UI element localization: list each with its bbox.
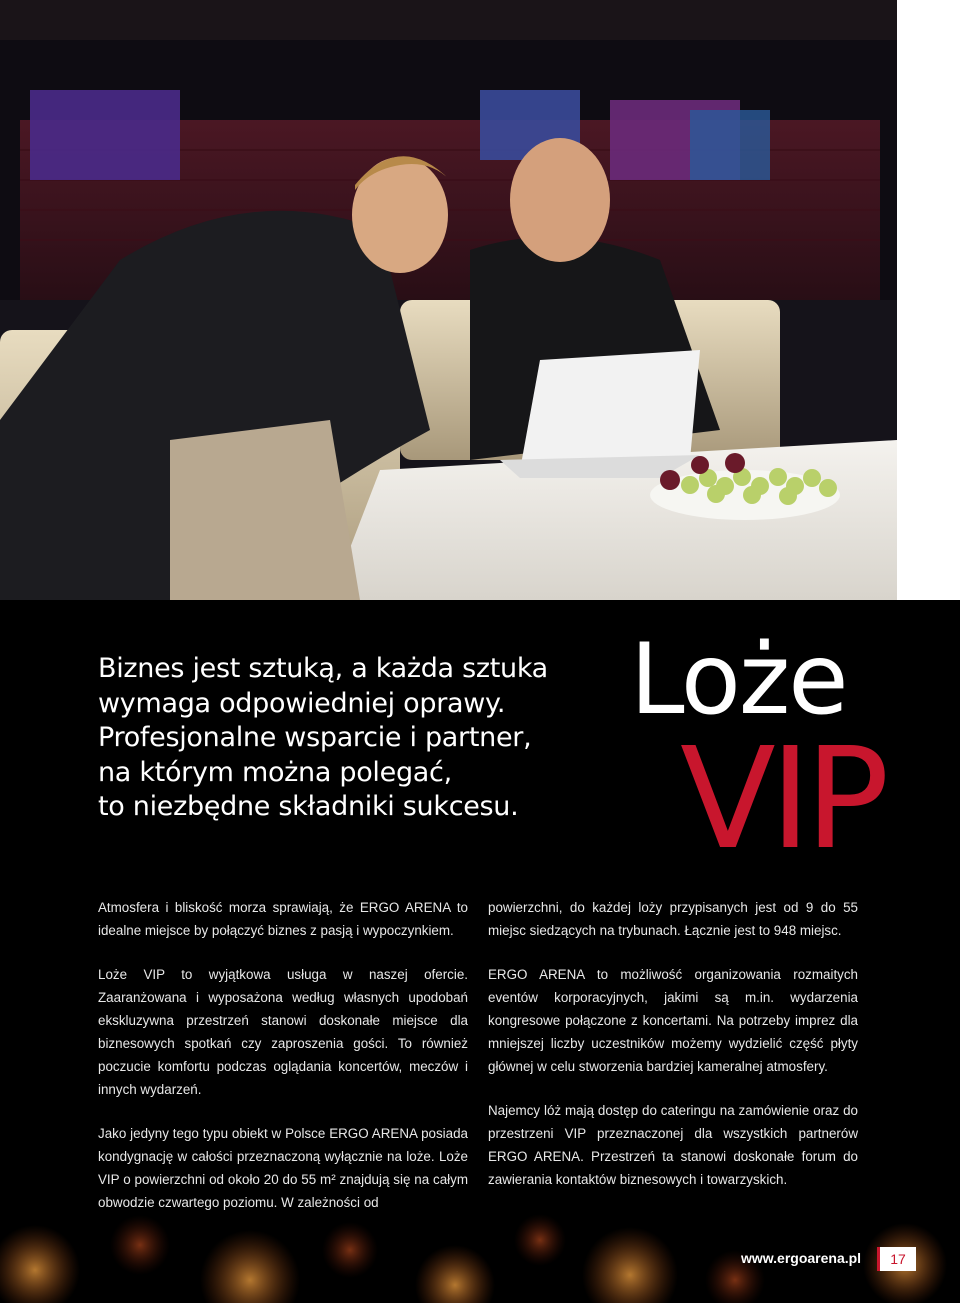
paragraph: powierzchni, do każdej loży przypisanych jest od 9 do 55 miejsc siedzących na trybunach. Łącznie jest to 948 miejsc. — [488, 900, 858, 938]
photo-right-margin — [897, 0, 960, 600]
headline — [98, 652, 568, 825]
paragraph: Najemcy lóż mają dostęp do cateringu na zamówienie oraz do przestrzeni VIP przeznaczonej dla wszystkich partnerów ERGO ARENA. Przestrzeń ta stanowi doskonałe forum do zawierania kontaktów biznesowych i towarzyskich. — [488, 1103, 858, 1187]
headline-line: wymaga odpowiedniej oprawy. — [98, 687, 506, 719]
footer-website-link[interactable]: www.ergoarena.pl — [741, 1250, 862, 1266]
title-vip: VIP — [680, 718, 884, 881]
photo-illustration — [0, 0, 897, 600]
headline-line: na którym można polegać, — [98, 756, 452, 788]
hero-photo — [0, 0, 897, 600]
paragraph: Jako jedyny tego typu obiekt w Polsce ERGO ARENA posiada kondygnację w całości przeznaczoną wyłącznie na loże. Loże VIP o powierzchni od około 20 do 55 m² znajdują się na całym obwodzie czwartego poziomu. W zależności od — [98, 1126, 468, 1210]
paragraph: Loże VIP to wyjątkowa usługa w naszej ofercie. Zaaranżowana i wyposażona według własnych upodobań ekskluzywna przestrzeń stanowi doskonałe miejsce dla biznesowych spotkań czy zaproszenia gości. To również poczucie komfortu podczas oglądania koncertów, meczów i innych wydarzeń. — [98, 967, 468, 1097]
headline-line: to niezbędne składniki sukcesu. — [98, 791, 519, 822]
text-column-right — [488, 896, 858, 1212]
headline-line: Profesjonalne wsparcie i partner, — [98, 722, 532, 753]
paragraph: Atmosfera i bliskość morza sprawiają, że ERGO ARENA to idealne miejsce by połączyć biznes z pasją i wypoczynkiem. — [98, 900, 468, 938]
bokeh-lights-decoration — [0, 1180, 960, 1303]
title-loze: Loże — [630, 623, 847, 737]
paragraph: ERGO ARENA to możliwość organizowania rozmaitych eventów korporacyjnych, jakimi są m.in. wydarzenia kongresowe połączone z koncertami. Na potrzeby imprez dla mniejszej liczby uczestników możemy wydzielić część płyty głównej w celu stworzenia bardziej kameralnej atmosfery. — [488, 967, 858, 1074]
headline-line: Biznes jest sztuką, a każda sztuka — [98, 653, 548, 684]
page-number: 17 — [877, 1247, 916, 1271]
